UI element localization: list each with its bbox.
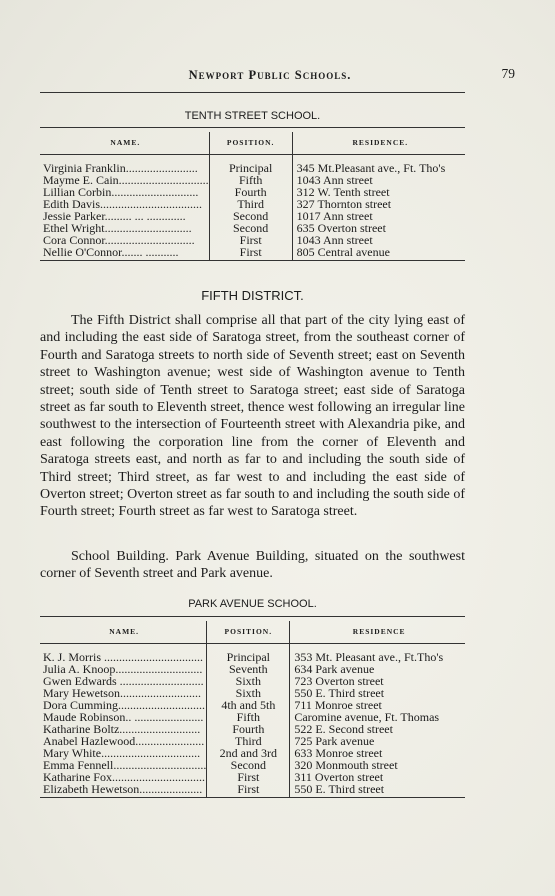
column-header-position: POSITION. <box>209 132 292 155</box>
teacher-residence: 550 E. Third street <box>294 686 385 700</box>
teacher-name: Julia A. Knoop............................. <box>43 662 203 676</box>
teacher-residence: 1017 Ann street <box>296 209 373 223</box>
teacher-residence: Caromine avenue, Ft. Thomas <box>294 710 440 724</box>
teacher-residence: 1043 Ann street <box>296 173 373 187</box>
column-header-name: NAME. <box>40 132 209 155</box>
teacher-name: Maude Robinson.. ....................... <box>43 710 204 724</box>
teacher-residence: 725 Park avenue <box>294 734 375 748</box>
header-rule <box>40 92 465 93</box>
page-number: 79 <box>501 66 515 81</box>
teacher-name: Elizabeth Hewetson..................... <box>43 782 203 796</box>
teacher-name: Katharine Fox............................... <box>43 770 205 784</box>
teacher-position: Second <box>209 222 292 234</box>
column-header-residence: RESIDENCE. <box>292 132 465 155</box>
column-header-residence: RESIDENCE <box>290 621 465 644</box>
teacher-name: Jessie Parker......... ... ............. <box>43 209 186 223</box>
teacher-residence: 635 Overton street <box>296 221 386 235</box>
teacher-residence: 345 Mt.Pleasant ave., Ft. Tho's <box>296 161 446 175</box>
running-head: Newport Public Schools. <box>188 68 352 82</box>
teacher-residence: 353 Mt. Pleasant ave., Ft.Tho's <box>294 650 444 664</box>
teacher-position: Principal <box>209 162 292 174</box>
teacher-name: Ethel Wright............................. <box>43 221 192 235</box>
teacher-position: First <box>207 771 290 783</box>
teacher-position: First <box>209 234 292 246</box>
teacher-residence: 634 Park avenue <box>294 662 375 676</box>
teacher-position: Third <box>207 735 290 747</box>
table-row <box>40 783 465 798</box>
column-header-name: NAME. <box>40 621 207 644</box>
district-boundary-paragraph: The Fifth District shall comprise all that part of the city lying east of and including the east side of Saratoga street, from the southeast corner of Fourth and Saratoga streets to north side of Seventh street; east on Seventh street to Washington avenue; west side of Washington avenue to Tenth street; south side of Tenth street to Saratoga street; east side of Saratoga street as far south to Eleventh street, thence west following an irregular line southwest to the intersection of Fourteenth street with Alexandria pike, and east following the corporation line from the corner of Eleventh and Saratoga streets east, and north as far to and including the south side of Third street; Third street, as far west to and including the east side of Overton street; Overton street as far south to and including the south side of Fourth street; Fourth street as far west to Saratoga street. <box>40 313 465 520</box>
teacher-name: Emma Fennell............................... <box>43 758 207 772</box>
column-header-position: POSITION. <box>207 621 290 644</box>
teacher-name: Anabel Hazlewood....................... <box>43 734 205 748</box>
teacher-position: Fifth <box>207 711 290 723</box>
teacher-position: Second <box>209 210 292 222</box>
teacher-residence: 633 Monroe street <box>294 746 383 760</box>
teacher-position: Third <box>209 198 292 210</box>
teacher-residence: 522 E. Second street <box>294 722 393 736</box>
teacher-name: Cora Connor.............................. <box>43 233 195 247</box>
teacher-residence: 312 W. Tenth street <box>296 185 390 199</box>
teacher-position: Sixth <box>207 675 290 687</box>
teacher-residence: 320 Monmouth street <box>294 758 398 772</box>
teacher-position: First <box>207 783 290 798</box>
teacher-residence: 327 Thornton street <box>296 197 392 211</box>
teacher-name: Dora Cumming............................. <box>43 698 205 712</box>
teacher-position: Fifth <box>209 174 292 186</box>
teacher-residence: 311 Overton street <box>294 770 384 784</box>
teacher-position: 2nd and 3rd <box>207 747 290 759</box>
teacher-name: Virginia Franklin........................ <box>43 161 198 175</box>
park-school-table <box>40 621 465 798</box>
teacher-position: Sixth <box>207 687 290 699</box>
teacher-position: First <box>209 246 292 261</box>
teacher-position: Fourth <box>209 186 292 198</box>
teacher-name: Lillian Corbin............................. <box>43 185 199 199</box>
teacher-name: K. J. Morris ................................. <box>43 650 204 664</box>
table-row <box>40 246 465 261</box>
teacher-name: Mary White................................. <box>43 746 201 760</box>
teacher-name: Edith Davis.................................. <box>43 197 202 211</box>
teacher-position: Seventh <box>207 663 290 675</box>
teacher-position: Principal <box>207 651 290 663</box>
park-school-title: PARK AVENUE SCHOOL. <box>188 598 317 610</box>
fifth-district-heading: FIFTH DISTRICT. <box>201 288 304 303</box>
teacher-residence: 805 Central avenue <box>296 245 390 259</box>
teacher-residence: 723 Overton street <box>294 674 384 688</box>
school-building-paragraph: School Building. Park Avenue Building, situated on the southwest corner of Seventh street and Park avenue. <box>40 549 465 582</box>
teacher-name: Mary Hewetson........................... <box>43 686 201 700</box>
teacher-residence: 711 Monroe street <box>294 698 382 712</box>
table-top-rule <box>40 616 465 617</box>
table-top-rule <box>40 127 465 128</box>
teacher-residence: 1043 Ann street <box>296 233 373 247</box>
teacher-residence: 550 E. Third street <box>294 782 385 796</box>
tenth-school-table <box>40 132 465 261</box>
teacher-position: 4th and 5th <box>207 699 290 711</box>
teacher-position: Second <box>207 759 290 771</box>
teacher-name: Nellie O'Connor....... ........... <box>43 245 179 259</box>
teacher-position: Fourth <box>207 723 290 735</box>
teacher-name: Gwen Edwards ............................ <box>43 674 204 688</box>
tenth-school-title: TENTH STREET SCHOOL. <box>184 110 321 122</box>
teacher-name: Mayme E. Cain.............................. <box>43 173 209 187</box>
teacher-name: Katharine Boltz........................... <box>43 722 201 736</box>
